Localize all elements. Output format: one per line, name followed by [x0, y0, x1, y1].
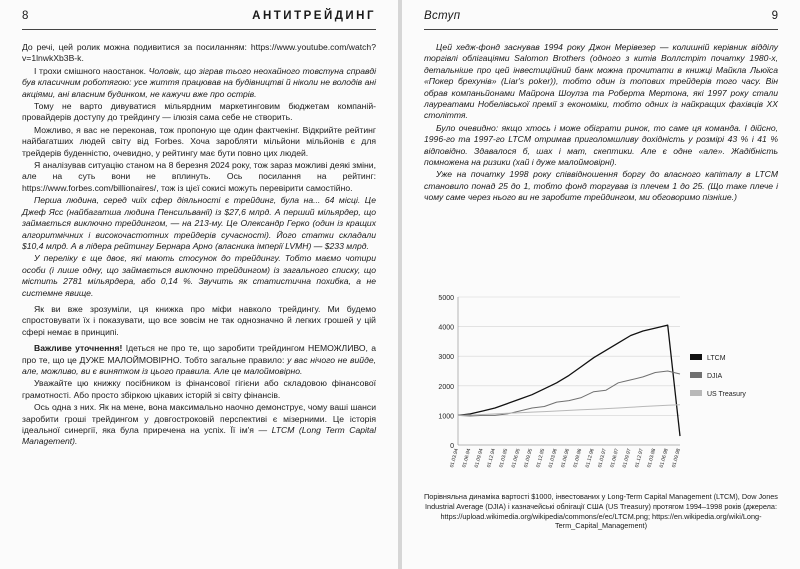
x-tick-label: 01.09.95	[523, 447, 534, 469]
text-run-italic: Чоловік, що зіграв тього неохайного товстуна справді був класичним роботягою: усе життя працював на будівництві й ніколи не володів ані акціями, ані власним будинком, не кажучи вже про острів.	[22, 65, 376, 99]
x-tick-label: 01.09.96	[572, 447, 584, 469]
left-header	[22, 10, 376, 26]
x-tick-label: 01.12.96	[584, 447, 596, 469]
right-body-text	[424, 42, 778, 205]
right-running-title: Вступ	[424, 10, 461, 22]
y-tick-label: 1000	[438, 413, 454, 421]
x-tick-label: 01.09.98	[671, 447, 682, 469]
x-tick-label: 01.03.96	[547, 447, 559, 469]
left-body-text	[22, 42, 376, 449]
x-tick-label: 01.12.95	[535, 447, 547, 469]
right-header-rule	[424, 29, 778, 30]
y-tick-label: 2000	[438, 383, 454, 391]
paragraph-italic: Уже на початку 1998 року співвідношення боргу до власного капіталу в LTCM становило понад 25 до 1, тобто фонд торгував із плечем 1 до 25. (Що таке плече і чому саме через нього ви не заробите трейдингом, ми обговоримо пізніше.)	[424, 169, 778, 203]
x-tick-label: 01.03.94	[449, 447, 460, 469]
series-line-us-treasury	[458, 405, 680, 416]
paragraph: До речі, цей ролик можна подивитися за посиланням: https://www.youtube.com/watch?v=1lnwkXb3B-k.	[22, 42, 376, 64]
paragraph-italic: У переліку є ще двоє, які мають стосунок до трейдингу. Тобто маємо чотири особи (і лише одну, що займається виключно трейдингом) із загального списку, що містить 2781 мільярдера, або 0,14 %. Звучить як статистична похибка, а не системне явище.	[22, 253, 376, 298]
y-tick-label: 3000	[438, 354, 454, 362]
right-header	[424, 10, 778, 26]
left-running-title: АНТИТРЕЙДИНГ	[252, 10, 376, 22]
x-tick-label: 01.06.97	[609, 447, 621, 469]
right-page-number: 9	[771, 10, 778, 22]
x-tick-label: 01.03.98	[646, 447, 658, 469]
paragraph: Уважайте цю книжку посібником із фінансової гігієни або складовою фінансової грамотності. Або просто збіркою цікавих історій зі світу фінансів.	[22, 378, 376, 400]
chart-caption: Порівняльна динаміка вартості $1000, інвестованих у Long-Term Capital Management (LTCM), Dow Jones Industrial Average (DJIA) і казначейські облігації США (US Treasury) протягом 1994–1998 років (джерела: https://upload.wikimedia.org/wikipedia/commons/e/ec/LTCM.png; https://en.wikipedia.org/wiki/Long-Term_Capital_Management)	[424, 492, 778, 531]
x-tick-label: 01.06.94	[461, 447, 473, 469]
legend-label: US Treasury	[707, 391, 746, 398]
x-tick-label: 01.06.96	[560, 447, 571, 469]
text-run: Ідеться не про те, що заробити трейдингом НЕМОЖЛИВО, а про те, що це ДУЖЕ МАЛОЙМОВІРНО. Тобто загальне правило:	[22, 343, 377, 365]
paragraph-italic: Було очевидно: якщо хтось і може обіграти ринок, то саме ця команда. І дійсно, 1996-го та 1997-го LTCM отримав приголомшливу дохідність у розмірі 43 % і 41 % відповідно. Здавалося б, шах і мат, скептики. Але є одне «але». Жадібність помножена на ризики (хай і дуже малоймовірні).	[424, 122, 778, 168]
x-tick-label: 01.03.95	[498, 447, 510, 469]
y-tick-label: 0	[450, 443, 454, 450]
paragraph: Можливо, я вас не переконав, тож пропоную ще один фактчекінг. Відкрийте рейтинг найбагатших людей світу від Forbes. Хоча заробляти мільйони мільйонів є для трейдерів буденністю, очевидно, у рейтингу має бути повно цих людей.	[22, 124, 376, 158]
paragraph: Як ви вже зрозуміли, ця книжка про міфи навколо трейдингу. Ми будемо спростовувати їх і показувати, що все зовсім не так однозначно й легких грошей у цій сфері немає в принципі.	[22, 303, 376, 337]
x-tick-label: 01.12.94	[486, 447, 497, 469]
text-run-italic: LTCM (Long Term Capital Management).	[22, 425, 376, 447]
paragraph	[22, 66, 376, 100]
legend-swatch	[690, 372, 702, 378]
x-tick-label: 01.09.94	[473, 447, 485, 469]
paragraph-italic: Цей хедж-фонд заснував 1994 року Джон Мерівезер — колишній керівник відділу торгівлі облігаціями Salomon Brothers (одного з китів Воллстріт початку 1980-х, детальніше про цей інвестиційний банк можна прочитати в книжці Майкла Льюїса «Покер брехунів» (Liar's poker)), тобто один із топових трейдерів того часу. Він обрав компаньйонами Майрона Шоулза та Роберта Мертона, які 1997 року стали лауреатами Нобелівської премії з економіки, тобто одних із найкращих фахівців ХХ століття.	[424, 42, 778, 121]
legend-swatch	[690, 390, 702, 396]
text-run-bold: Важливе уточнення!	[34, 343, 126, 354]
text-run: І трохи смішного наостанок.	[34, 65, 149, 76]
paragraph	[22, 343, 376, 377]
paragraph: Тому не варто дивуватися мільярдним маркетинговим бюджетам компаній-провайдерів доступу до трейдингу — ілюзія сама себе не створить.	[22, 101, 376, 123]
paragraph-italic: Перша людина, серед чиїх сфер діяльності є трейдинг, була на... 64 місці. Це Джеф Ясс (найбагатша людина Пенсильванії) із $27,6 млрд. А перший мільярдер, що займається виключно трейдингом, — на 213-му. Це Олександр Герко (один із кращих алгоритмічних і високочастотних трейдерів сучасності). Його статки складали $10,4 млрд. А в лідера рейтингу Бернара Арно (власника імперії LVMH) — $233 млрд.	[22, 195, 376, 251]
paragraph: Я аналізував ситуацію станом на 8 березня 2024 року, тож зараз можливі деякі зміни, але на суть вони не вплинуть. Ось посилання на рейтинг: https://www.forbes.com/billionaires/, тож із цієї сокисі можуть перевірити самостійно.	[22, 160, 376, 193]
x-tick-label: 01.09.97	[621, 447, 633, 469]
left-page	[0, 0, 398, 569]
y-tick-label: 5000	[438, 295, 454, 302]
paragraph	[22, 402, 376, 448]
x-tick-label: 01.03.97	[597, 447, 608, 469]
x-tick-label: 01.12.97	[634, 447, 645, 469]
left-header-rule	[22, 29, 376, 30]
ltcm-comparison-chart	[424, 287, 780, 487]
left-page-number: 8	[22, 10, 29, 22]
text-run: Ось одна з них. Як на мене, вона максимально наочно демонструє, чому ваші шанси заробити гроші трейдингом у довгостроковій перспективі є мізерними. Це історія ідеальної синергії, яка була приречена на успіх. Її ім'я —	[22, 402, 376, 435]
series-line-ltcm	[458, 325, 680, 436]
legend-swatch	[690, 354, 702, 360]
x-tick-label: 01.06.95	[510, 447, 522, 469]
legend-label: DJIA	[707, 373, 723, 380]
legend-label: LTCM	[707, 355, 726, 362]
x-tick-label: 01.06.98	[658, 447, 670, 469]
y-tick-label: 4000	[438, 324, 454, 332]
right-page	[402, 0, 800, 569]
text-run-italic: у вас нічого не вийде, але, можливо, ви є винятком із цього правила. Але це малоймовірно.	[22, 354, 376, 376]
